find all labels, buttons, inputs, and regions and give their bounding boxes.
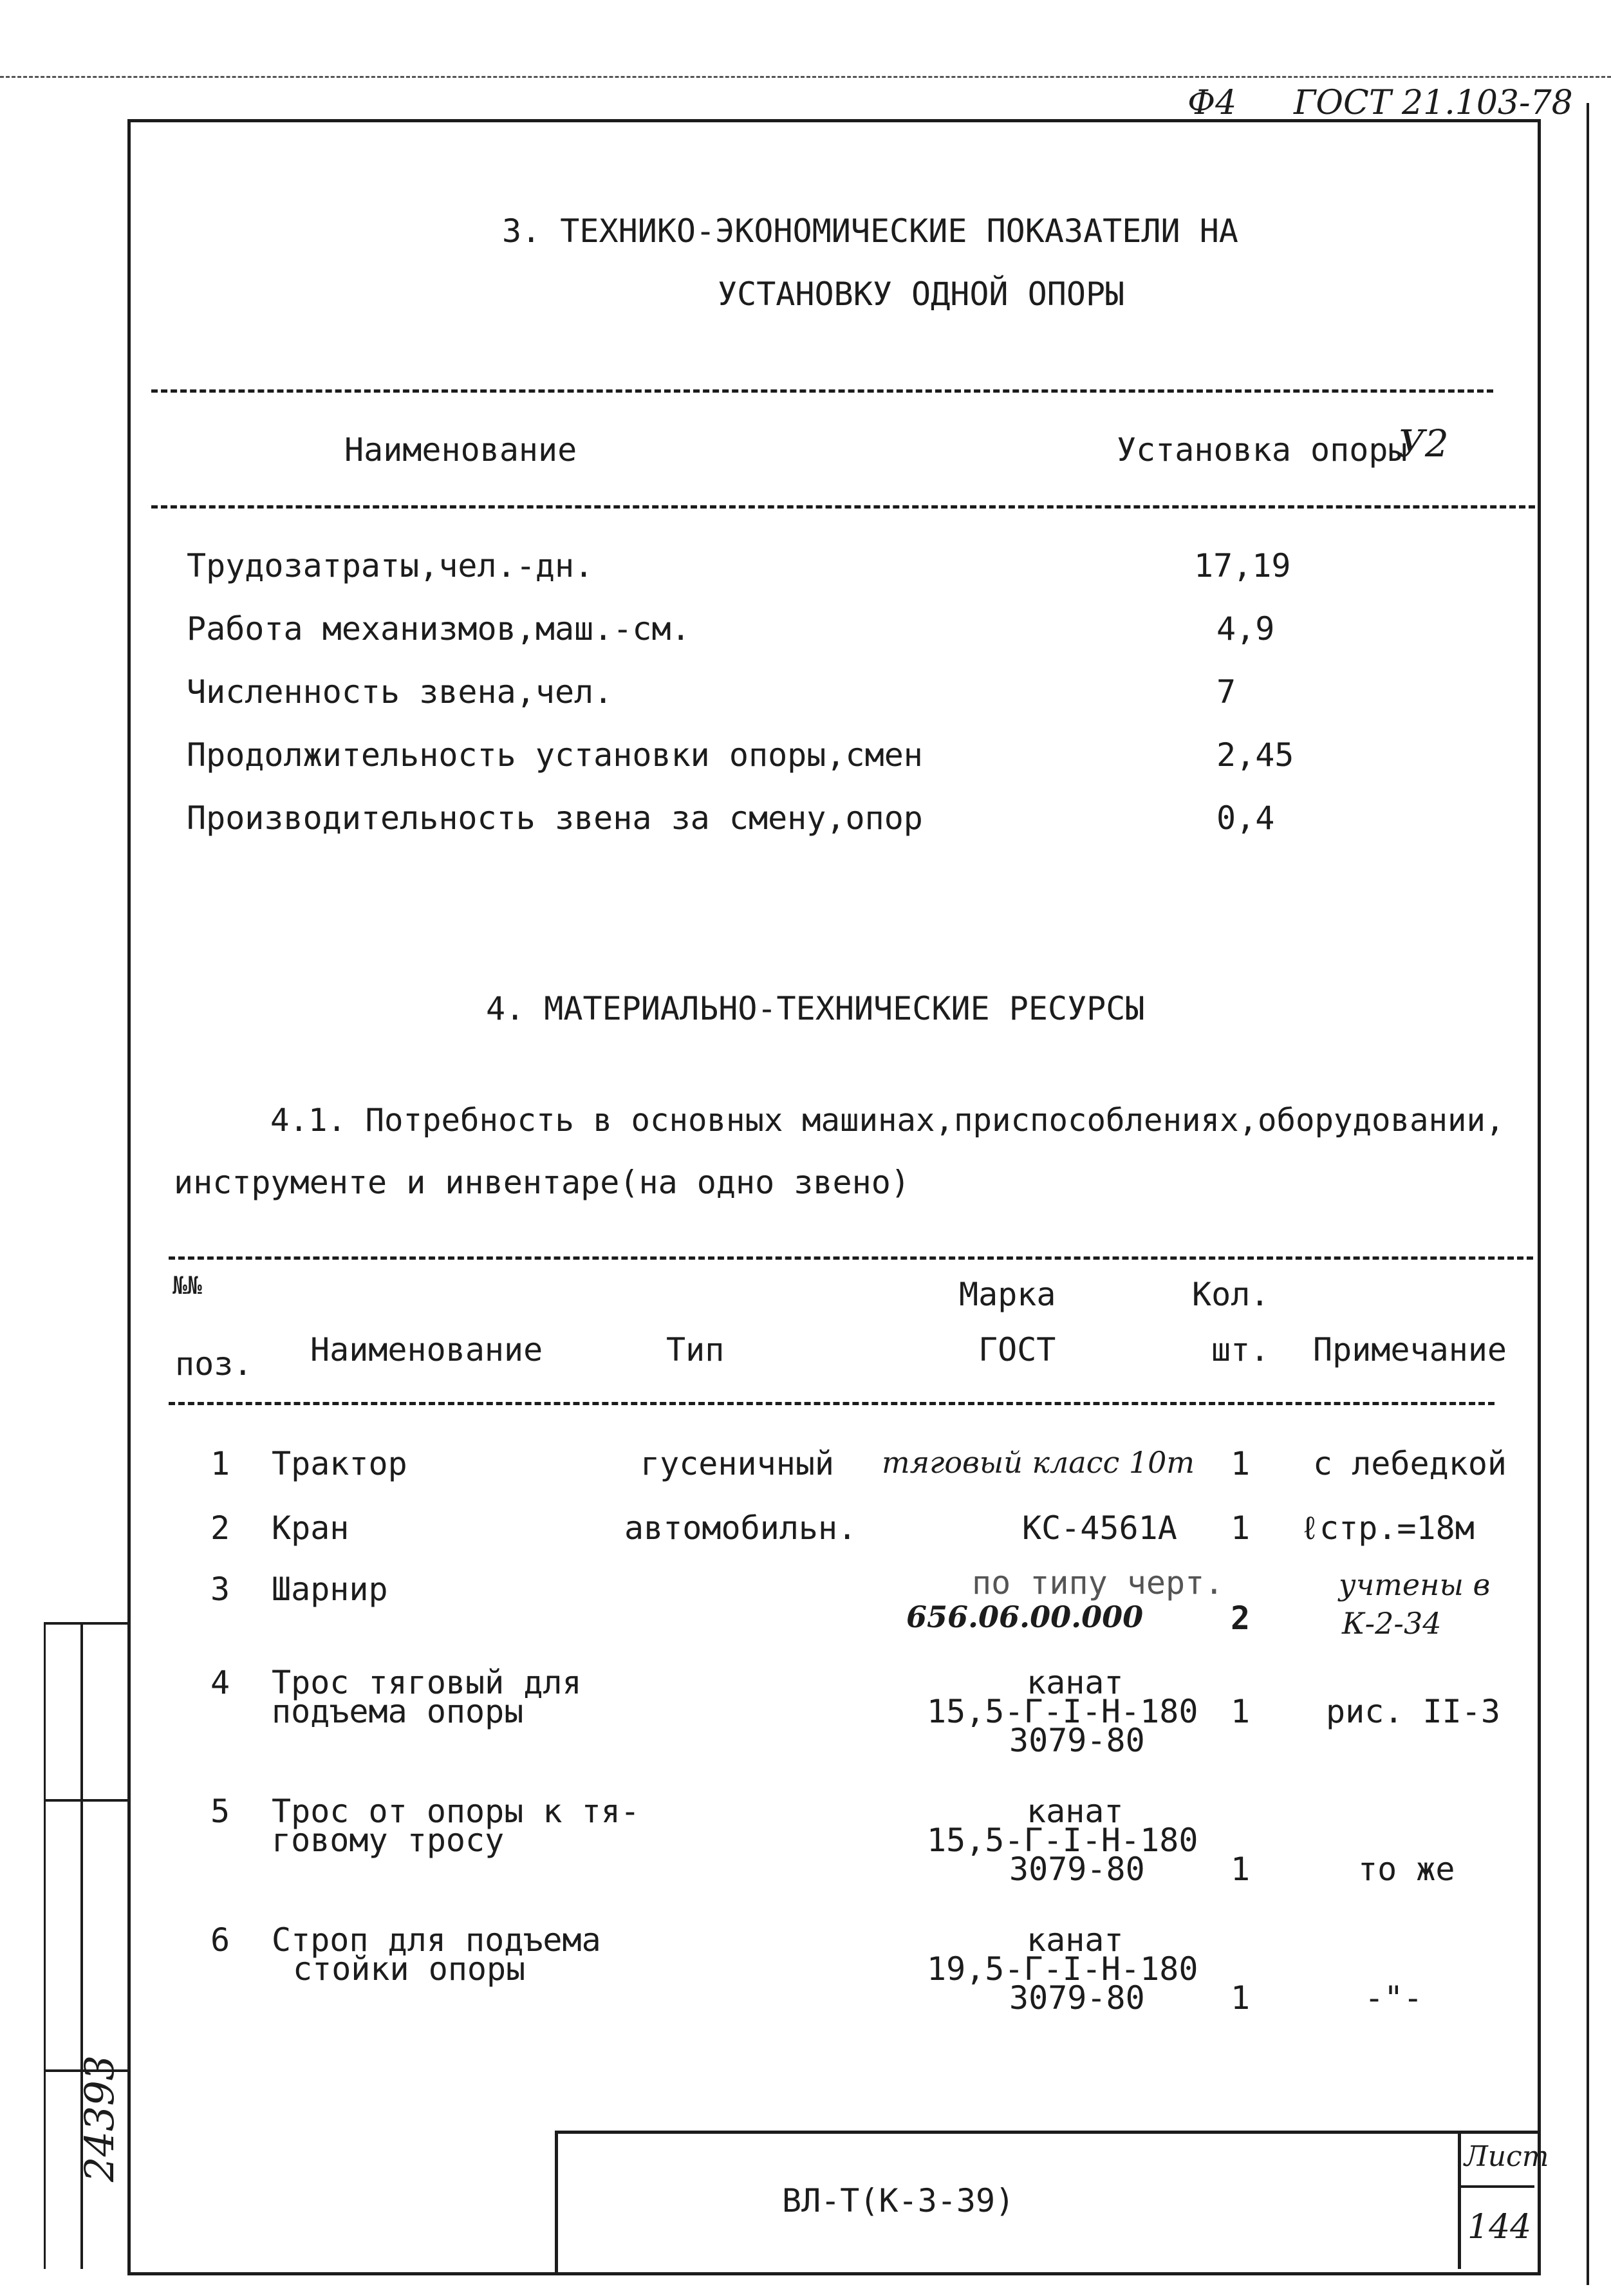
row-name: Строп для подъема xyxy=(272,1921,601,1959)
section3-col-value-suffix: У2 xyxy=(1398,422,1449,465)
frame-right-edge xyxy=(1587,103,1589,2285)
row-mark: КС-4561А xyxy=(1022,1509,1177,1547)
row-name-2: говому тросу xyxy=(272,1822,505,1859)
header-pos-1: №№ xyxy=(172,1271,202,1300)
section3-col-name: Наименование xyxy=(344,431,577,469)
row-note-2: К-2-34 xyxy=(1342,1606,1442,1641)
row-mark-3: 3079-80 xyxy=(1009,1851,1145,1888)
binding-strip-sep1 xyxy=(44,1622,127,1625)
row-mark-2: 15,5-Г-I-Н-180 xyxy=(927,1822,1198,1859)
section4-title: 4. МАТЕРИАЛЬНО-ТЕХНИЧЕСКИЕ РЕСУРСЫ xyxy=(486,990,1145,1027)
row-mark-2: 15,5-Г-I-Н-180 xyxy=(927,1693,1198,1730)
row-mark: канат xyxy=(1027,1793,1124,1830)
section3-rule-top xyxy=(151,389,1493,393)
title-block xyxy=(555,2131,1538,2272)
section3-title-line1: 3. ТЕХНИКО-ЭКОНОМИЧЕСКИЕ ПОКАЗАТЕЛИ НА xyxy=(502,212,1238,250)
section4-subtitle-line2: инструменте и инвентаре(на одно звено) xyxy=(174,1164,910,1201)
row-note: -"- xyxy=(1364,1979,1423,2017)
doc-code: ВЛ-Т(К-3-39) xyxy=(782,2182,1015,2219)
standard-code: ГОСТ 21.103-78 xyxy=(1294,84,1573,122)
row-name: Трактор xyxy=(272,1445,407,1482)
sheet-number: 144 xyxy=(1467,2208,1532,2246)
metric-label: Численность звена,чел. xyxy=(187,673,613,711)
section3-rule-bottom xyxy=(151,505,1535,509)
row-name-2: подъема опоры xyxy=(272,1693,524,1730)
metric-value: 17,19 xyxy=(1194,547,1291,584)
row-name: Трос от опоры к тя- xyxy=(272,1793,640,1830)
metric-label: Производительность звена за смену,опор xyxy=(187,799,923,837)
row-qty: 1 xyxy=(1231,1445,1251,1482)
metric-value: 4,9 xyxy=(1216,610,1275,648)
row-mark-drawing-no: 656.06.00.000 xyxy=(906,1600,1144,1634)
row-pos: 6 xyxy=(210,1921,230,1959)
row-pos: 5 xyxy=(210,1793,230,1830)
row-note: рис. II-3 xyxy=(1326,1693,1500,1730)
row-mark: канат xyxy=(1027,1664,1124,1701)
row-pos: 3 xyxy=(210,1571,230,1608)
header-pos-2: поз. xyxy=(175,1345,253,1383)
form-code: Ф4 xyxy=(1187,84,1237,122)
metric-label: Продолжительность установки опоры,смен xyxy=(187,736,923,774)
metric-label: Трудозатраты,чел.-дн. xyxy=(187,547,594,584)
row-qty: 1 xyxy=(1231,1509,1251,1547)
header-note: Примечание xyxy=(1313,1331,1507,1368)
row-name: Кран xyxy=(272,1509,349,1547)
row-pos: 2 xyxy=(210,1509,230,1547)
section4-subtitle-line1: 4.1. Потребность в основных машинах,приспособлениях,оборудовании, xyxy=(270,1102,1505,1139)
resources-rule-bottom xyxy=(169,1402,1495,1405)
sheet-cell-divider xyxy=(1458,2185,1534,2188)
row-type: гусеничный xyxy=(640,1445,835,1482)
header-qty-1: Кол. xyxy=(1192,1276,1270,1313)
section3-title-line2: УСТАНОВКУ ОДНОЙ ОПОРЫ xyxy=(718,275,1125,313)
header-qty-2: шт. xyxy=(1211,1331,1270,1368)
binding-strip-sep2 xyxy=(44,1799,127,1802)
row-qty: 1 xyxy=(1231,1979,1251,2017)
row-mark-2: 19,5-Г-I-Н-180 xyxy=(927,1950,1198,1988)
metric-value: 7 xyxy=(1216,673,1236,711)
row-note: то же xyxy=(1358,1851,1455,1888)
row-mark-3: 3079-80 xyxy=(1009,1979,1145,2017)
row-name: Трос тяговый для xyxy=(272,1664,582,1701)
metric-value: 2,45 xyxy=(1216,736,1294,774)
inventory-number: 24393 xyxy=(76,2055,123,2182)
header-name: Наименование xyxy=(310,1331,543,1368)
header-mark-1: Марка xyxy=(959,1276,1056,1313)
metric-value: 0,4 xyxy=(1216,799,1275,837)
header-mark-2: ГОСТ xyxy=(978,1331,1056,1368)
row-mark: тяговый класс 10т xyxy=(882,1445,1195,1480)
row-type: автомобильн. xyxy=(624,1509,857,1547)
sheet-label: Лист xyxy=(1464,2140,1549,2173)
row-note: ℓстр.=18м xyxy=(1300,1509,1475,1547)
row-pos: 1 xyxy=(210,1445,230,1482)
row-name-2: стойки опоры xyxy=(293,1950,526,1988)
row-name: Шарнир xyxy=(272,1571,388,1608)
section3-col-value: Установка опоры xyxy=(1117,431,1408,469)
row-mark-3: 3079-80 xyxy=(1009,1722,1145,1759)
row-note: учтены в xyxy=(1339,1567,1491,1602)
row-qty: 1 xyxy=(1231,1851,1251,1888)
row-pos: 4 xyxy=(210,1664,230,1701)
row-qty: 2 xyxy=(1231,1600,1251,1637)
row-qty: 1 xyxy=(1231,1693,1251,1730)
row-mark: канат xyxy=(1027,1921,1124,1959)
binding-strip-outer xyxy=(44,1622,46,2269)
row-mark: по типу черт. xyxy=(972,1564,1224,1601)
resources-rule-top xyxy=(169,1256,1533,1260)
header-type: Тип xyxy=(666,1331,725,1368)
top-rule xyxy=(0,76,1611,78)
metric-label: Работа механизмов,маш.-см. xyxy=(187,610,691,648)
row-note: с лебедкой xyxy=(1313,1445,1507,1482)
